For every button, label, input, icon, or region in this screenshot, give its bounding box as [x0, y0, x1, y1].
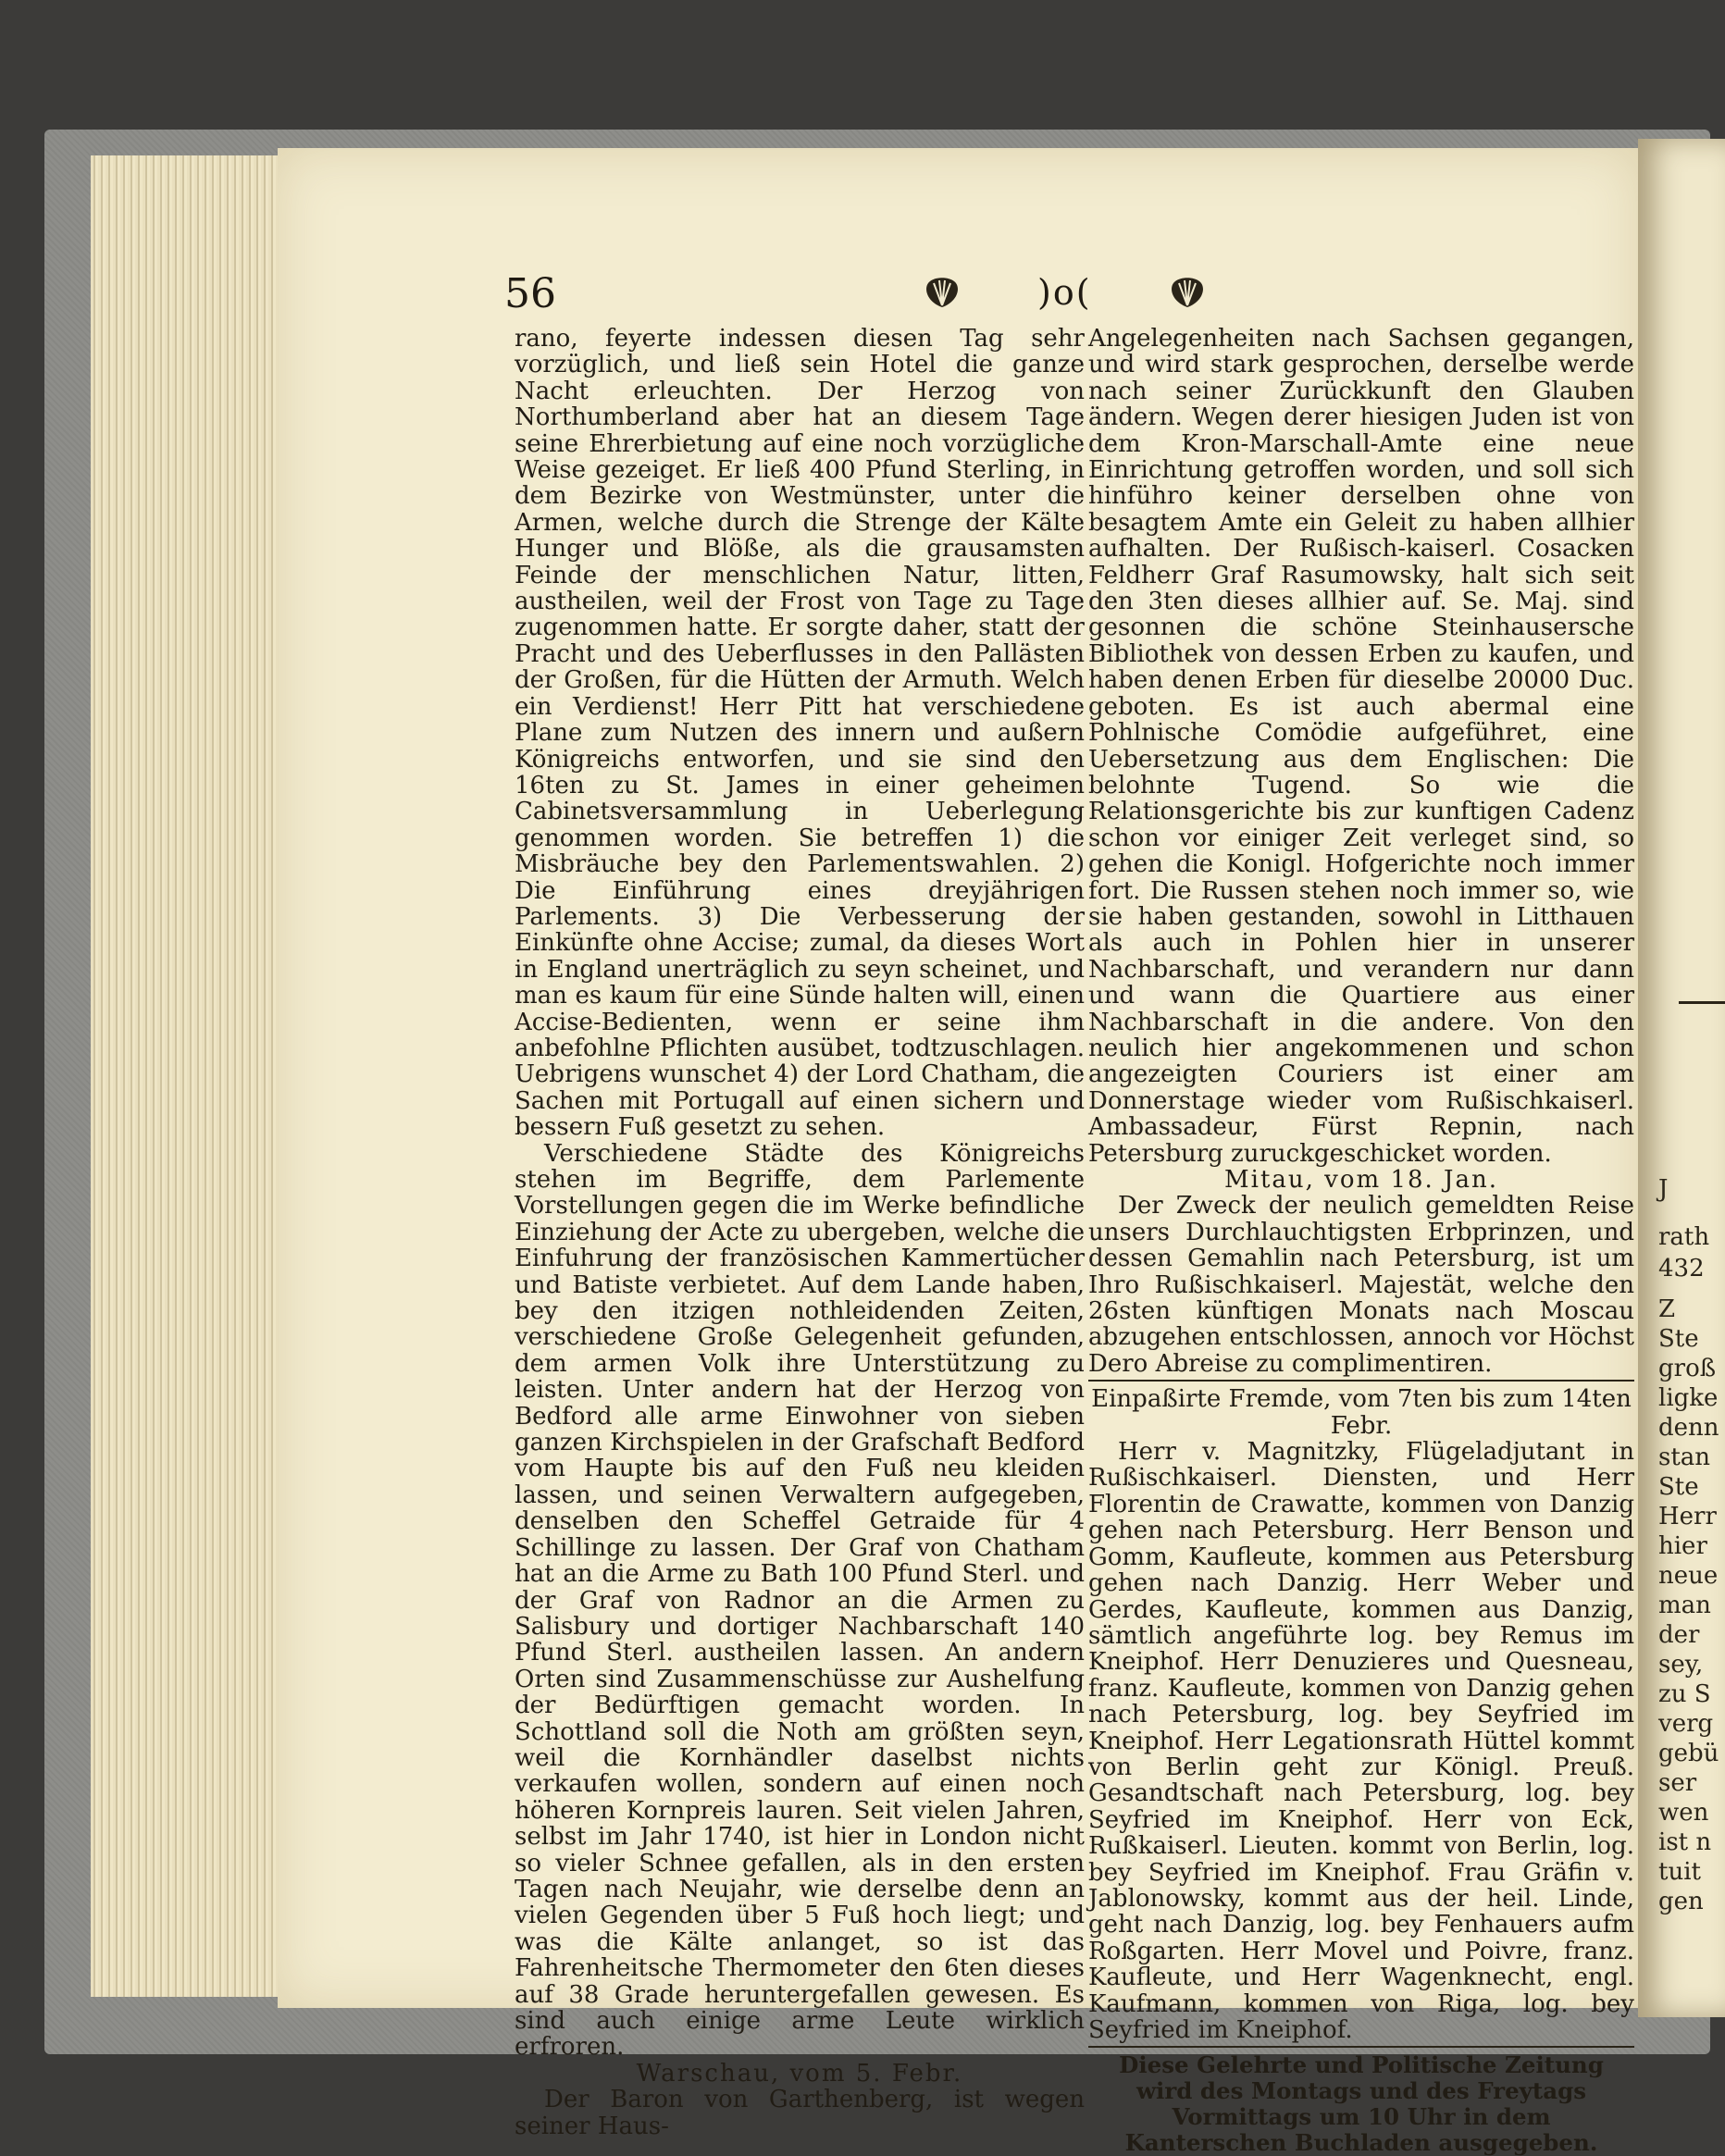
next-page-fragment: stan: [1658, 1444, 1711, 1471]
dateline: Warschau, vom 5. Febr.: [636, 2059, 963, 2088]
next-page-fragment: ist n: [1658, 1828, 1712, 1856]
next-page-fragment: Herr: [1658, 1503, 1717, 1530]
paragraph: rano, feyerte indessen diesen Tag sehr vorzüglich, und ließ sein Hotel die ganze Nacht erleuchten. Der Herzog von Northumberland aber hat an diesem Tage seine Ehrerbietung auf eine noch vorzügliche Weise gezeiget. Er ließ 400 Pfund Sterling, in dem Bezirke von Westmünster, unter die Armen, welche durch die Strenge der Kälte Hunger und Blöße, als die grausamsten Feinde der menschlichen Natur, litten, austheilen, weil der Frost von Tage zu Tage zugenommen hatte. Er sorgte daher, statt der Pracht und des Ueberflusses in den Pallästen der Großen, für die Hütten der Armuth. Welch ein Verdienst! Herr Pitt hat verschiedene Plane zum Nutzen des innern und außern Königreichs entworfen, und sie sind den 16ten zu St. James in einer geheimen Cabinetsversammlung in Ueberlegung genommen worden. Sie betreffen 1) die Misbräuche bey den Parlementswahlen. 2) Die Einführung eines dreyjährigen Parlements. 3) Die Verbesserung der Einkünfte ohne Accise; zumal, da dieses Wort in England unerträglich zu seyn scheinet, und man es kaum für eine Sünde halten will, einen Accise-Bedienten, wenn er seine ihm anbefohlne Pflichten ausübet, todtzuschlagen. Uebrigens wunschet 4) der Lord Chatham, die Sachen mit Portugall auf einen sichern und bessern Fuß gesetzt zu sehen.: [515, 325, 1085, 1142]
divider: [1088, 2046, 1634, 2048]
next-page-fragment: zu S: [1658, 1680, 1711, 1708]
imprint-notice: Diese Gelehrte und Politische Zeitung wird des Montags und des Freytags Vormittags um 10 Uhr in dem Kanterschen Buchladen ausgegeben.: [1119, 2051, 1604, 2156]
divider: [1088, 1380, 1634, 1382]
shell-ornament-icon: [921, 274, 963, 311]
next-page-fragment: Ste: [1658, 1473, 1699, 1501]
next-page-fragment: tuit: [1658, 1858, 1701, 1886]
next-page-fragment: groß: [1658, 1355, 1717, 1382]
paragraph: Der Zweck der neulich gemeldten Reise unsers Durchlauchtigsten Erbprinzen, und dessen Gemahlin nach Petersburg, ist um Ihro Rußischkaiserl. Majestät, welche den 26sten künftigen Monats nach Moscau abzugehen entschlossen, annoch vor Höchst Dero Abreise zu complimentiren.: [1088, 1192, 1634, 1378]
next-page-fragment: J: [1658, 1175, 1669, 1203]
next-page-fragment: neue: [1658, 1562, 1719, 1590]
next-page-fragment: 432: [1658, 1255, 1705, 1282]
next-page-fragment: gen: [1658, 1888, 1704, 1915]
next-page-rule: [1679, 1001, 1725, 1004]
section-title: Einpaßirte Fremde, vom 7ten bis zum 14ten Febr.: [1091, 1385, 1632, 1440]
left-column: [515, 326, 1085, 2139]
right-column: [1088, 326, 1634, 2156]
page-number: 56: [504, 270, 556, 317]
next-page-fragment: Z: [1658, 1295, 1676, 1323]
next-page-fragment: ser: [1658, 1769, 1697, 1797]
next-page-fragment: hier: [1658, 1532, 1707, 1560]
next-page-fragment: Ste: [1658, 1325, 1699, 1353]
ornament-mark: )o(: [1037, 272, 1092, 313]
paragraph: Angelegenheiten nach Sachsen gegangen, und wird stark gesprochen, derselbe werde nach seiner Zurückkunft den Glauben ändern. Wegen derer hiesigen Juden ist von dem Kron-Marschall-Amte eine neue Einrichtung getroffen worden, und soll sich hinführo keiner derselben ohne von besagtem Amte ein Geleit zu haben allhier aufhalten. Der Rußisch-kaiserl. Cosacken Feldherr Graf Rasumowsky, halt sich seit den 3ten dieses allhier auf. Se. Maj. sind gesonnen die schöne Steinhausersche Bibliothek von dessen Erben zu kaufen, und haben denen Erben für dieselbe 20000 Duc. geboten. Es ist auch abermal eine Pohlnische Comödie aufgeführet, eine Uebersetzung aus dem Englischen: Die belohnte Tugend. So wie die Relationsgerichte bis zur kunftigen Cadenz schon vor einiger Zeit verleget sind, so gehen die Konigl. Hofgerichte noch immer fort. Die Russen stehen noch immer so, wie sie haben gestanden, sowohl in Litthauen als auch in Pohlen hier in unserer Nachbarschaft, und verandern nur dann und wann die Quartiere aus einer Nachbarschaft in die andere. Von den neulich hier angekommenen und schon angezeigten Couriers ist einer am Donnerstage wieder vom Rußischkaiserl. Ambassadeur, Fürst Repnin, nach Petersburg zuruckgeschicket worden.: [1088, 325, 1634, 1168]
next-page-fragment: rath: [1658, 1223, 1710, 1251]
next-page-fragment: denn: [1658, 1414, 1719, 1442]
next-page-fragment: man: [1658, 1592, 1711, 1619]
next-page-fragment: gebü: [1658, 1740, 1719, 1767]
next-page-fragment: verg: [1658, 1710, 1714, 1738]
paragraph: Der Baron von Garthenberg, ist wegen seiner Haus-: [515, 2086, 1085, 2140]
next-page-fragment: der: [1658, 1621, 1700, 1649]
paragraph: Verschiedene Städte des Königreichs stehen im Begriffe, dem Parlemente Vorstellungen gegen die im Werke befindliche Einziehung der Acte zu ubergeben, welche die Einfuhrung der französischen Kammertücher und Batiste verbietet. Auf dem Lande haben, bey den itzigen nothleidenden Zeiten, verschiedene Große Gelegenheit gefunden, dem armen Volk ihre Unterstützung zu leisten. Unter andern hat der Herzog von Bedford alle arme Einwohner von sieben ganzen Kirchspielen in der Grafschaft Bedford vom Haupte bis auf den Fuß neu kleiden lassen, und seinen Verwaltern aufgegeben, denselben den Scheffel Getraide für 4 Schillinge zu lassen. Der Graf von Chatham hat an die Arme zu Bath 100 Pfund Sterl. und der Graf von Radnor an die Armen zu Salisbury und dortiger Nachbarschaft 140 Pfund Sterl. austheilen lassen. An andern Orten sind Zusammenschüsse zur Aushelfung der Bedürftigen gemacht worden. In Schottland soll die Noth am größten seyn, weil die Kornhändler daselbst nichts verkaufen wollen, sondern auf einen noch höheren Kornpreis lauren. Seit vielen Jahren, selbst im Jahr 1740, ist hier in London nicht so vieler Schnee gefallen, als in den ersten Tagen nach Neujahr, wie derselbe denn an vielen Gegenden über 5 Fuß hoch liegt; und was die Kälte anlanget, so ist das Fahrenheitsche Thermometer den 6ten dieses auf 38 Grade heruntergefallen gewesen. Es sind auch einige arme Leute wirklich erfroren.: [515, 1139, 1085, 2062]
next-page-edge: [1638, 139, 1725, 2017]
page-header: [504, 268, 1643, 333]
paragraph: Herr v. Magnitzky, Flügeladjutant in Rußischkaiserl. Diensten, und Herr Florentin de Crawatte, kommen von Danzig gehen nach Petersburg. Herr Benson und Gomm, Kaufleute, kommen aus Petersburg gehen nach Danzig. Herr Weber und Gerdes, Kaufleute, kommen aus Danzig, sämtlich angeführte log. bey Remus im Kneiphof. Herr Denuzieres und Quesneau, franz. Kaufleute, kommen von Danzig gehen nach Petersburg, log. bey Seyfried im Kneiphof. Herr Legationsrath Hüttel kommt von Berlin geht zur Königl. Preuß. Gesandtschaft nach Petersburg, log. bey Seyfried im Kneiphof. Herr von Eck, Rußkaiserl. Lieuten. kommt von Berlin, log. bey Seyfried im Kneiphof. Frau Gräfin v. Jablonowsky, kommt aus der heil. Linde, geht nach Danzig, log. bey Fenhauers aufm Roßgarten. Herr Movel und Poivre, franz. Kaufleute, und Herr Wagenknecht, engl. Kaufmann, kommen von Riga, log. bey Seyfried im Kneiphof.: [1088, 1438, 1634, 2044]
dateline: Mitau, vom 18. Jan.: [1224, 1166, 1498, 1194]
header-ornament: [921, 272, 1209, 313]
next-page-fragment: wen: [1658, 1799, 1709, 1827]
next-page-fragment: ligke: [1658, 1384, 1719, 1412]
shell-ornament-icon: [1166, 274, 1209, 311]
next-page-fragment: sey,: [1658, 1651, 1704, 1679]
